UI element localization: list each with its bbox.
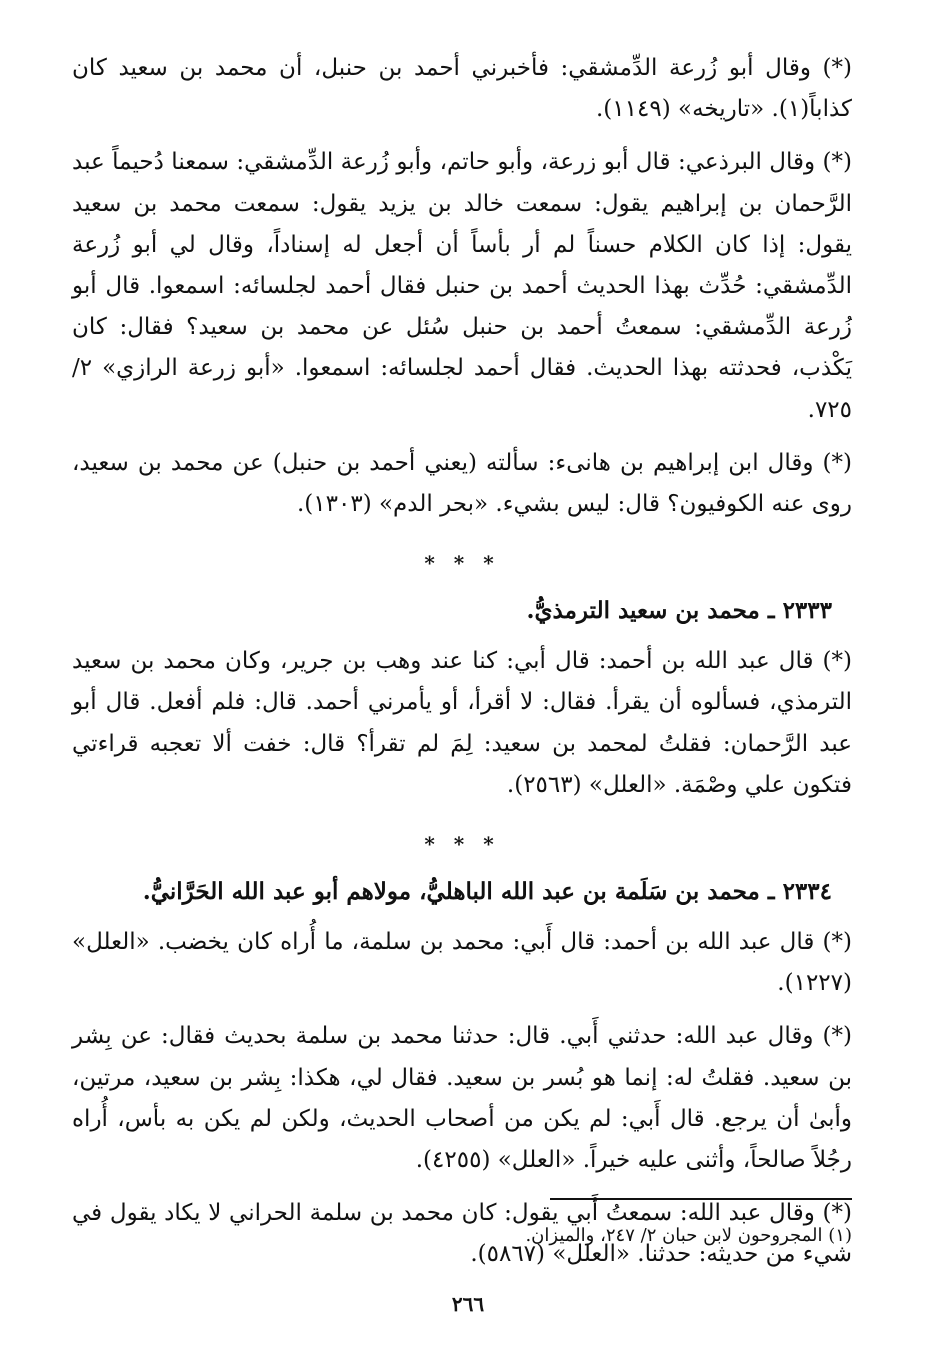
page-number: ٢٦٦ <box>451 1292 485 1316</box>
paragraph-abu-zura-dimashqi: (*) وقال أبو زُرعة الدِّمشقي: فأخبرني أحمد بن حنبل، أن محمد بن سعيد كان كذاباً(١). «تاريخه» (١١٤٩). <box>72 55 852 123</box>
paragraph-2334-2: (*) وقال عبد الله: حدثني أَبي. قال: حدثنا محمد بن سلمة بحديث فقال: عن بِشر بن سعيد. فقلتُ له: إنما هو بُسر بن سعيد. فقال لي، هكذا: بِشر بن سعيد، مرتين، وأبىٰ أن يرجع. قال أَبي: لم يكن من أصحاب الحديث، ولكن لم يكن به بأس، أُراه رجُلاً صالحاً، وأثنى عليه خيراً. «العلل» (٤٢٥٥). <box>72 1023 852 1174</box>
entry-title-2334: ٢٣٣٤ ـ محمد بن سَلَمة بن عبد الله الباهليُّ، مولاهم أبو عبد الله الحَرَّانيُّ. <box>142 878 832 906</box>
page-body <box>72 48 852 1288</box>
entry-title-2333: ٢٣٣٣ ـ محمد بن سعيد الترمذيُّ. <box>526 597 832 625</box>
paragraph-2333-1: (*) قال عبد الله بن أحمد: قال أبي: كنا عند وهب بن جرير، وكان محمد بن سعيد الترمذي، فسألوه أن يقرأ. فقال: لا أقرأ، أو يأمرني أحمد. قال: فلم أفعل. قال أبو عبد الرَّحمان: فقلتُ لمحمد بن سعيد: لِمَ لم تقرأ؟ قال: خفت ألا تعجبه قراءتي فتكون علي وصْمَة. «العلل» (٢٥٦٣). <box>72 648 852 798</box>
footnote-divider <box>550 1198 852 1200</box>
paragraph-2334-3: (*) وقال عبد الله: سمعتُ أَبي يقول: كان محمد بن سلمة الحراني لا يكاد يقول في شيء من حديثه: حدثنا. «العلل» (٥٨٦٧). <box>72 1200 852 1268</box>
paragraph-2334-1: (*) قال عبد الله بن أحمد: قال أَبي: محمد بن سلمة، ما أُراه كان يخضب. «العلل» (١٢٢٧). <box>72 929 852 997</box>
paragraph-bardhai: (*) وقال البرذعي: قال أبو زرعة، وأبو حاتم، وأبو زُرعة الدِّمشقي: سمعنا دُحيماً عبد الرَّحمان بن إبراهيم يقول: سمعت خالد بن يزيد يقول: سمعت محمد بن سعيد يقول: إذا كان الكلام حسناً لم أر بأساً أن أجعل له إسناداً، وقال لي أبو زُرعة الدِّمشقي: حُدِّث بهذا الحديث أحمد بن حنبل فقال أحمد لجلسائه: اسمعوا. قال أبو زُرعة الدِّمشقي: سمعتُ أحمد بن حنبل سُئل عن محمد بن سعيد؟ فقال: كان يَكْذب، فحدثته بهذا الحديث. فقال أحمد لجلسائه: اسمعوا. «أبو زرعة الرازي» ٢/ ٧٢٥. <box>72 149 852 423</box>
footnote: (١) المجروحون لابن حبان ٢/ ٢٤٧، والميزان. <box>525 1225 852 1246</box>
section-separator: * * * <box>424 832 500 857</box>
paragraph-ibn-hani: (*) وقال ابن إبراهيم بن هانىء: سألته (يعني أحمد بن حنبل) عن محمد بن سعيد، روى عنه الكوفيون؟ قال: ليس بشيء. «بحر الدم» (١٣٠٣). <box>72 449 852 518</box>
section-separator: * * * <box>424 551 500 576</box>
